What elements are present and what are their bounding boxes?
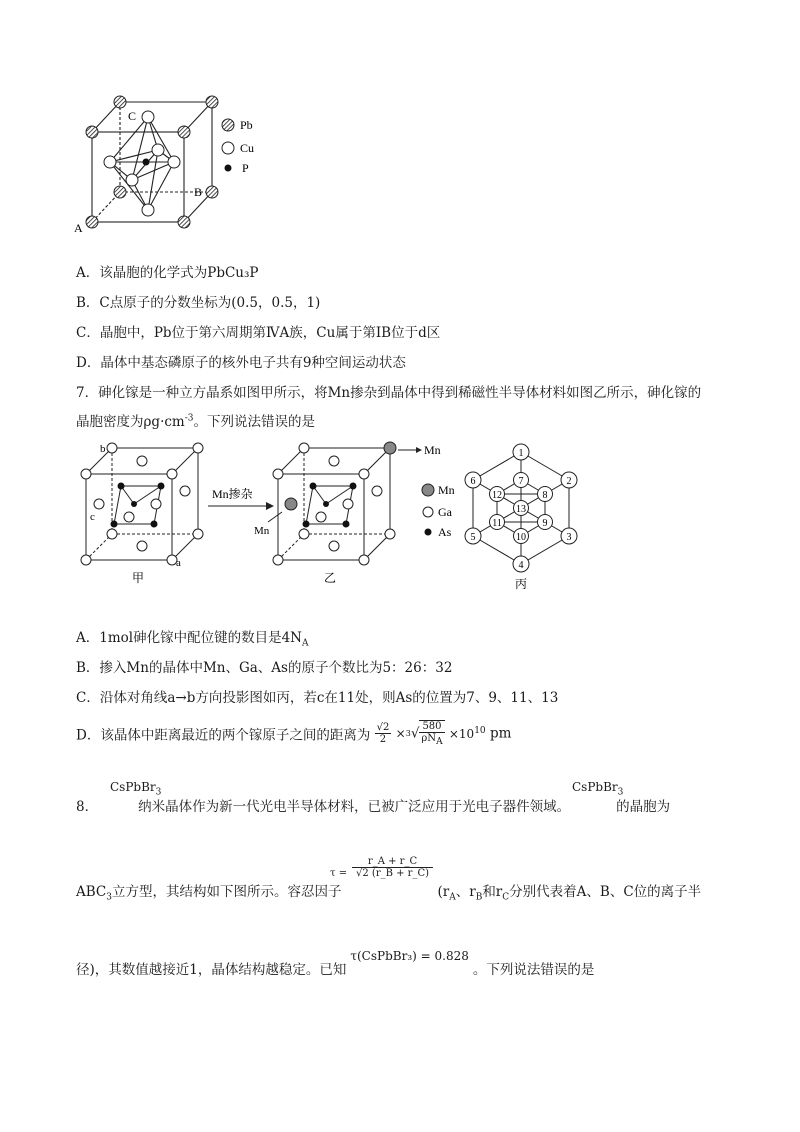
q6-option-a: A．该晶胞的化学式为PbCu₃P xyxy=(76,265,259,281)
label-a: A xyxy=(74,221,83,235)
q7-option-d: D．该晶体中距离最近的两个镓原子之间的距离为 $\frac{√2}{2}$ ×3√ $\frac{580}{\rho N_A}$ $\times 10^{10}$ pm xyxy=(76,721,512,747)
mn-left-label: Mn xyxy=(254,525,270,537)
arrow-right-icon xyxy=(266,502,274,510)
q7-option-c: C．沿体对角线a→b方向投影图如丙，若c在11处，则As的位置为7、9、11、13 xyxy=(76,690,559,706)
hex-num-6: 6 xyxy=(470,476,476,487)
legend-ga: Ga xyxy=(438,505,452,519)
filled-dot-icon xyxy=(225,165,232,172)
hex-num-1: 1 xyxy=(518,448,524,459)
legend-p: P xyxy=(242,161,249,175)
q6-option-c: C．晶胞中，Pb位于第六周期第ⅣA族，Cu属于第ⅠB位于d区 xyxy=(76,325,441,341)
legend-as: As xyxy=(438,525,452,539)
q7-stem-line2: 晶胞密度为$\rho g\cdot cm^{-3}$。下列说法错误的是 xyxy=(76,413,316,430)
hex-num-7: 7 xyxy=(518,476,524,487)
q7-stem-line1: 7．砷化镓是一种立方晶系如图甲所示，将Mn掺杂到晶体中得到稀磁性半导体材料如图乙所示，砷化镓的 xyxy=(76,385,702,401)
open-circle-icon xyxy=(222,142,234,154)
q8-tau-formula: τ = r_A + r_C √2 (r_B + r_C) xyxy=(352,856,433,879)
q8-line2: $ABC_3$立方型，其结构如下图所示。容忍因子 ($r_A$、$r_B$和$r_C$分别代表着A、B、C位的离子半 xyxy=(76,884,702,903)
q8-line1: 8． 纳米晶体作为新一代光电半导体材料，已被广泛应用于光电子器件领域。 的晶胞为 xyxy=(76,799,671,815)
gray-circle-icon xyxy=(422,484,434,496)
mn-top-label: Mn xyxy=(424,443,441,457)
filled-dot-icon xyxy=(425,529,432,536)
hex-num-9: 9 xyxy=(542,518,548,529)
label-c: c xyxy=(90,511,95,523)
mn-doping-text: Mn掺杂 xyxy=(212,487,253,501)
jia-caption: 甲 xyxy=(132,571,145,585)
label-a: a xyxy=(176,557,181,569)
hex-num-3: 3 xyxy=(566,532,572,543)
hex-num-8: 8 xyxy=(542,490,548,501)
hex-num-2: 2 xyxy=(566,476,572,487)
bing-caption: 丙 xyxy=(515,577,528,591)
label-b: B xyxy=(194,185,203,199)
q6-option-b: B．C点原子的分数坐标为(0.5，0.5，1) xyxy=(76,295,321,311)
q8-formula-2: CsPbBr$_3$ xyxy=(572,780,624,798)
q7-option-a: A．1mol砷化镓中配位键的数目是$4N_A$ xyxy=(76,630,309,649)
q8-formula-1: CsPbBr$_3$ xyxy=(110,780,162,798)
hex-num-5: 5 xyxy=(470,532,476,543)
crystal-cell-figure-1 xyxy=(70,92,280,242)
hex-num-10: 10 xyxy=(516,532,526,543)
label-c: C xyxy=(128,109,137,123)
hex-num-13: 13 xyxy=(516,504,526,515)
q7-option-b: B．掺入Mn的晶体中Mn、Ga、As的原子个数比为5：26：32 xyxy=(76,660,453,676)
gallium-arsenide-figure xyxy=(76,436,606,596)
legend-cu: Cu xyxy=(240,141,255,155)
hex-num-11: 11 xyxy=(492,518,502,529)
q8-line3: 径)，其数值越接近1，晶体结构越稳定。已知τ(CsPbBr₃) = 0.828。下列说法错误的是 xyxy=(76,949,595,978)
legend-mn: Mn xyxy=(438,483,455,497)
open-circle-icon xyxy=(423,507,433,517)
yi-caption: 乙 xyxy=(324,571,337,585)
legend-pb: Pb xyxy=(240,118,253,132)
q6-option-d: D．晶体中基态磷原子的核外电子共有9种空间运动状态 xyxy=(76,355,406,371)
hex-num-12: 12 xyxy=(492,490,502,501)
hatched-circle-icon xyxy=(222,119,234,131)
label-b: b xyxy=(100,443,106,455)
hex-num-4: 4 xyxy=(518,560,524,571)
